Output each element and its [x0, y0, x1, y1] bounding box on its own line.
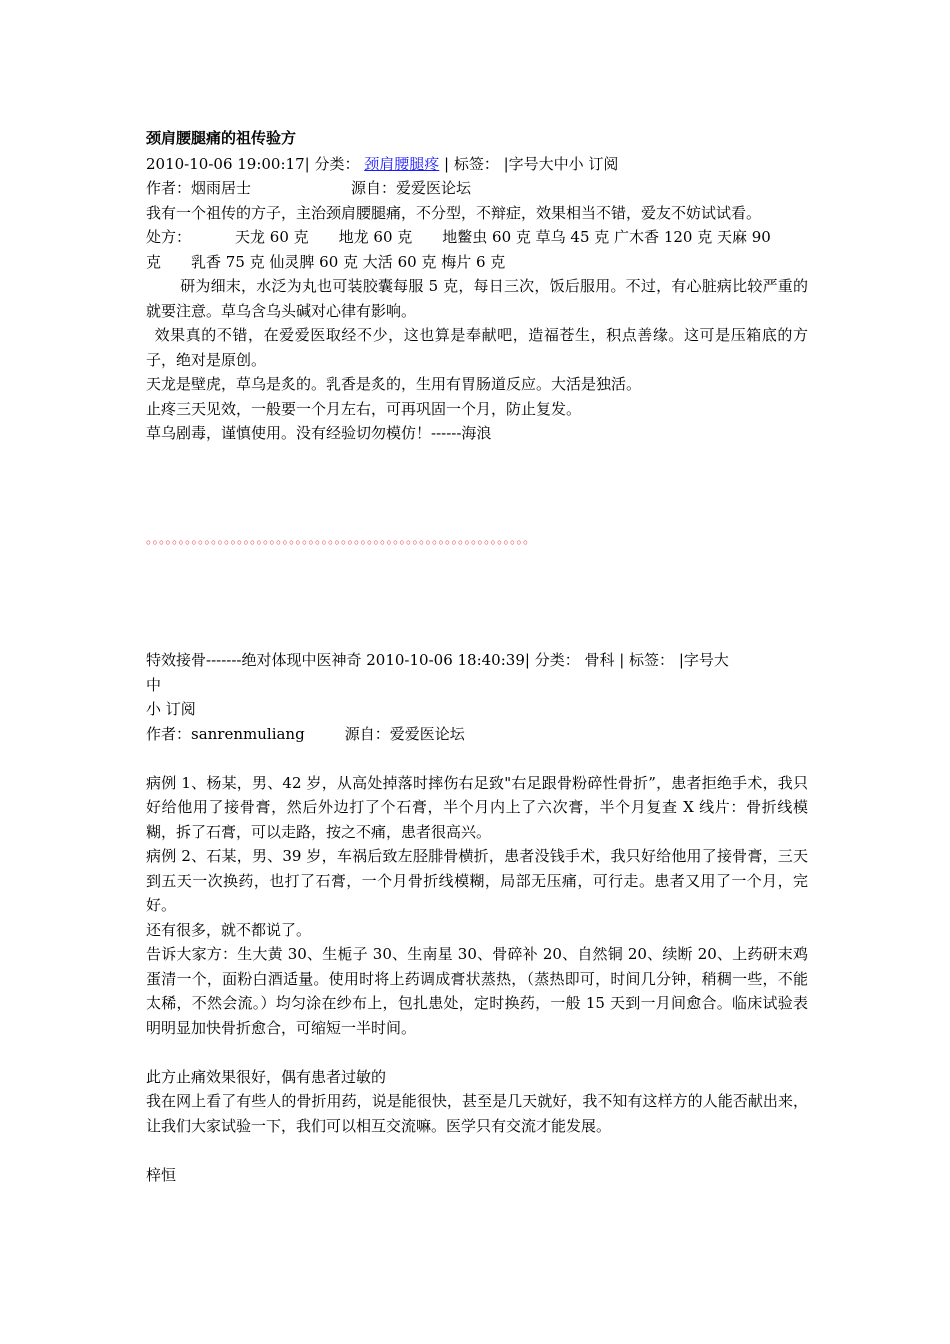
- rx-item: 地鳖虫 60 克 草乌 45 克 广木香 120 克 天麻 90: [442, 228, 771, 246]
- comment-paragraph: 止疼三天见效，一般要一个月左右，可再巩固一个月，防止复发。: [146, 399, 582, 418]
- article-2-title-line: 小 订阅: [146, 700, 196, 718]
- article-1-tags: | 标签： |字号大中小 订阅: [439, 154, 619, 173]
- article-1-meta: [146, 152, 808, 177]
- warning-paragraph: 草乌剧毒，谨慎使用。没有经验切勿模仿！------海浪: [146, 424, 492, 442]
- comment-text: 效果真的不错，在爱爱医取经不少，这也算是奉献吧，造福苍生，积点善缘。这可是压箱底的方子，绝对是原创。: [146, 326, 808, 369]
- category-link[interactable]: 颈肩腰腿疼: [364, 154, 440, 173]
- source-label: 源自：爱爱医论坛: [344, 724, 465, 743]
- dotted-separator: 。。。。。。。。。。。。。。。。。。。。。。。。。。。。。。。。。。。。。。。。。。。。。。。。。。。。。。。。。。。: [146, 532, 537, 547]
- formula-paragraph: 告诉大家方：生大黄 30、生栀子 30、生南星 30、骨碎补 20、自然铜 20、续断 20、上药研末鸡蛋清一个，面粉白酒适量。使用时将上药调成膏状蒸热，（蒸热即可，时间几分钟，稍稠一些，不能太稀，不然会流。）均匀涂在纱布上，包扎患处，定时换药，一般 15 天到一月间愈合。临床试验表明明显加快骨折愈合，可缩短一半时间。: [146, 945, 808, 1037]
- spacer: [146, 746, 808, 771]
- article-1-date: 2010-10-06 19:00:17| 分类：: [146, 154, 360, 173]
- method-paragraph: [146, 274, 808, 323]
- more-paragraph: 还有很多，就不都说了。: [146, 920, 312, 939]
- case-paragraph: 病例 1、杨某，男、42 岁，从高处掉落时摔伤右足致"右足跟骨粉碎性骨折”，患者拒绝手术，我只好给他用了接骨膏，然后外边打了个石膏，半个月内上了六次膏，半个月复查 X 线片：骨折线模糊，拆了石膏，可以走路，按之不痛，患者很高兴。: [146, 773, 808, 841]
- article-1: [146, 126, 808, 446]
- method-text: 研为细末，水泛为丸也可装胶囊每服 5 克，每日三次，饭后服用。不过，有心脏病比较严重的就要注意。草乌含乌头碱对心律有影响。: [146, 277, 808, 320]
- case-paragraph: 病例 2、石某，男、39 岁，车祸后致左胫腓骨横折，患者没钱手术，我只好给他用了接骨膏，三天到五天一次换药，也打了石膏，一个月骨折线模糊，局部无压痛，可行走。患者又用了一个月，完好。: [146, 847, 808, 914]
- source-label: 源自：爱爱医论坛: [351, 179, 472, 197]
- rx-item: 乳香 75 克 仙灵脾 60 克 大活 60 克 梅片 6 克: [191, 252, 506, 271]
- comment-paragraph: 天龙是壁虎，草乌是炙的。乳香是炙的，生用有胃肠道反应。大活是独活。: [146, 375, 642, 393]
- article-2-title-line: 特效接骨-------绝对体现中医神奇 2010-10-06 18:40:39| 分类： 骨科 | 标签： |字号大: [146, 651, 729, 669]
- rx-item: 天龙 60 克: [235, 228, 309, 246]
- signature: 梓恒: [146, 1165, 177, 1184]
- article-1-title: 颈肩腰腿痛的祖传验方: [146, 129, 297, 147]
- prescription-line-2: [146, 250, 808, 275]
- author-label: 作者：烟雨居士: [146, 179, 252, 197]
- article-2-byline: [146, 722, 808, 747]
- note-paragraph: 我在网上看了有些人的骨折用药，说是能很快，甚至是几天就好，我不知有这样方的人能否献出来，让我们大家试验一下，我们可以相互交流嘛。医学只有交流才能发展。: [146, 1092, 808, 1135]
- spacer: [146, 1040, 808, 1065]
- article-2: [146, 648, 808, 1187]
- prescription-line-1: [146, 225, 808, 250]
- article-2-title-line: 中: [146, 675, 162, 694]
- rx-item: 地龙 60 克: [338, 228, 413, 246]
- spacer: [146, 1138, 808, 1163]
- rx-item: 克: [146, 252, 162, 271]
- article-1-byline: [146, 176, 808, 201]
- prescription-label: 处方：: [146, 228, 192, 246]
- author-label: 作者：sanrenmuliang: [146, 724, 305, 743]
- intro-paragraph: 我有一个祖传的方子，主治颈肩腰腿痛，不分型，不辩症，效果相当不错，爱友不妨试试看。: [146, 203, 762, 222]
- comment-paragraph: [146, 323, 808, 372]
- note-paragraph: 此方止痛效果很好，偶有患者过敏的: [146, 1067, 387, 1086]
